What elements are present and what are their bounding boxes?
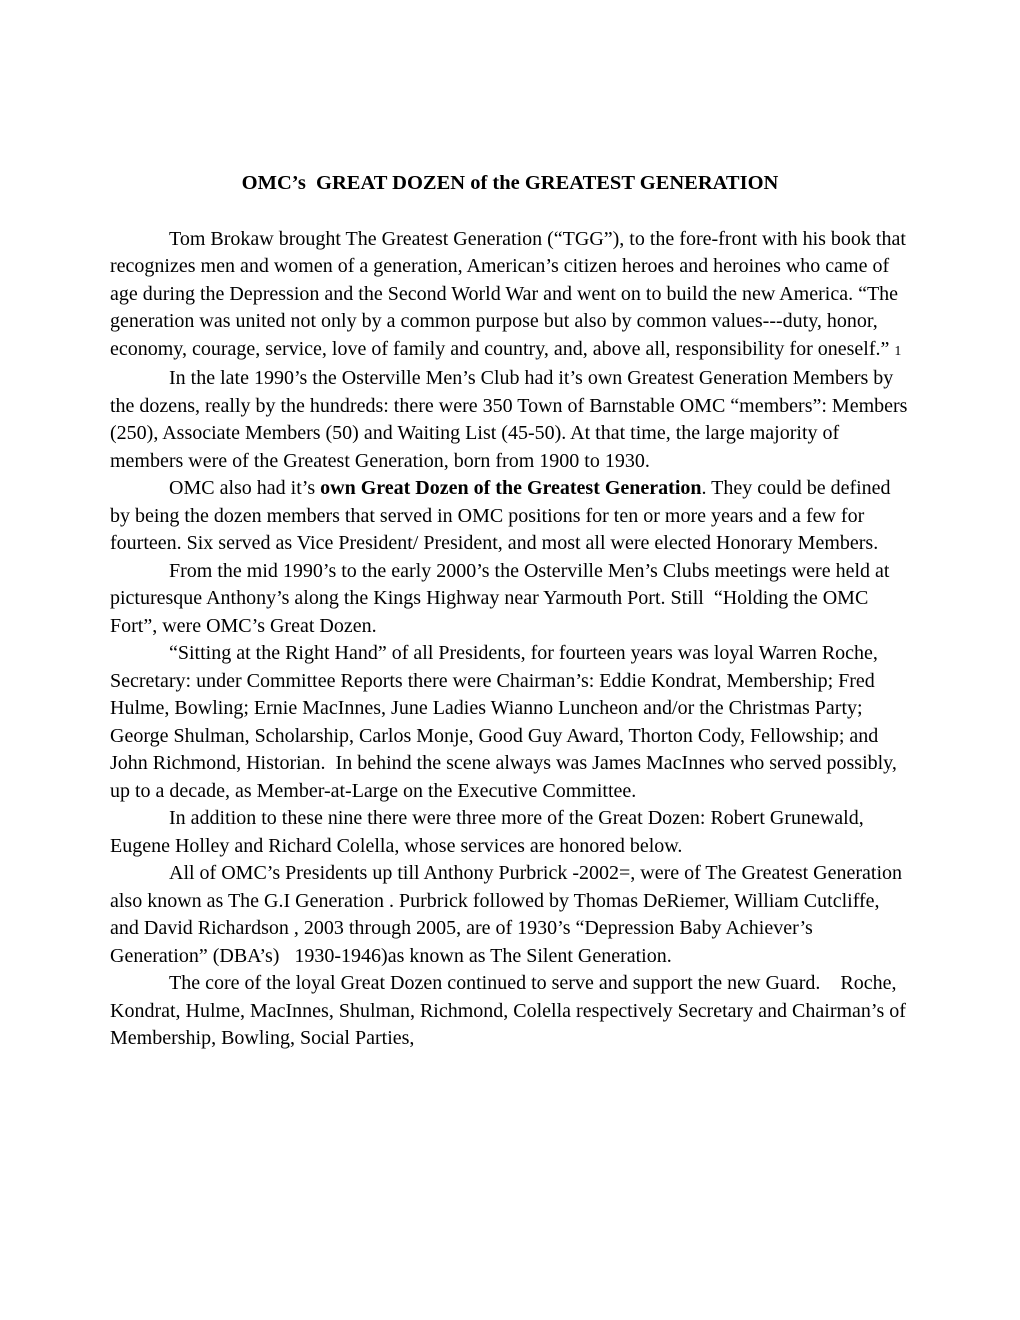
document-title: OMC’s GREAT DOZEN of the GREATEST GENERATION (241, 172, 779, 194)
paragraph-anthonys-meetings: From the mid 1990’s to the early 2000’s the Osterville Men’s Clubs meetings were held at picturesque Anthony’s along the Kings Highway near Yarmouth Port. Still “Holding the OMC Fort”, were OMC’s Great Dozen. (110, 559, 895, 637)
paragraph-right-hand: “Sitting at the Right Hand” of all Presidents, for fourteen years was loyal Warren Roche, Secretary: under Committee Reports there were Chairman’s: Eddie Kondrat, Membership; Fred Hulme, Bowling; Ernie MacInnes, June Ladies Wianno Luncheon and/or the Christmas Party; George Shulman, Scholarship, Carlos Monje, Good Guy Award, Thorton Cody, Fellowship; and John Richmond, Historian. In behind the scene always was James MacInnes who served possibly, up to a decade, as Member-at-Large on the Executive Committee. (110, 642, 902, 802)
paragraph-tom-brokaw (110, 226, 910, 366)
text-segment: Tom Brokaw brought The Greatest Generation (“TGG”), to the fore-front with his book that recognizes men and women of a generation, American’s citizen heroes and heroines who came of age during the Depression and the Second World War and went on to build the new America. “The generation was united not only by a common purpose but also by common values---duty, honor, economy, courage, service, love of family and country, and, above all, responsibility for oneself.” (110, 227, 911, 360)
footnote-reference-1: 1 (894, 343, 902, 359)
paragraph-presidents: All of OMC’s Presidents up till Anthony Purbrick -2002=, were of The Greatest Generation also known as The G.I Generation . Purbrick followed by Thomas DeRiemer, William Cutcliffe, and David Richardson , 2003 through 2005, are of 1930’s “Depression Baby Achiever’s Generation” (DBA’s) 1930-1946)as known as The Silent Generation. (110, 862, 908, 967)
paragraph-late-1990s: In the late 1990’s the Osterville Men’s Club had it’s own Greatest Generation Members by the dozens, really by the hundreds: there were 350 Town of Barnstable OMC “members”: Members (250), Associate Members (50) and Waiting List (45-50). At that time, the large majority of members were of the Greatest Generation, born from 1900 to 1930. (110, 367, 913, 472)
text-segment: . They could be defined by being the dozen members that served in OMC positions for ten or more years and a few for fourteen. Six served as Vice President/ President, and most all were elected Honorary Members. (110, 477, 896, 554)
paragraph-three-more: In addition to these nine there were three more of the Great Dozen: Robert Grunewald, Eugene Holley and Richard Colella, whose services are honored below. (110, 807, 869, 857)
text-segment: OMC also had it’s (169, 477, 321, 499)
paragraph-great-dozen-definition (110, 475, 910, 558)
paragraph-core-continued: The core of the loyal Great Dozen continued to serve and support the new Guard. Roche, Kondrat, Hulme, MacInnes, Shulman, Richmond, Colella respectively Secretary and Chairman’s of Membership, Bowling, Social Parties, (110, 972, 911, 1049)
bold-text-segment: own Great Dozen of the Greatest Generation (320, 477, 702, 499)
